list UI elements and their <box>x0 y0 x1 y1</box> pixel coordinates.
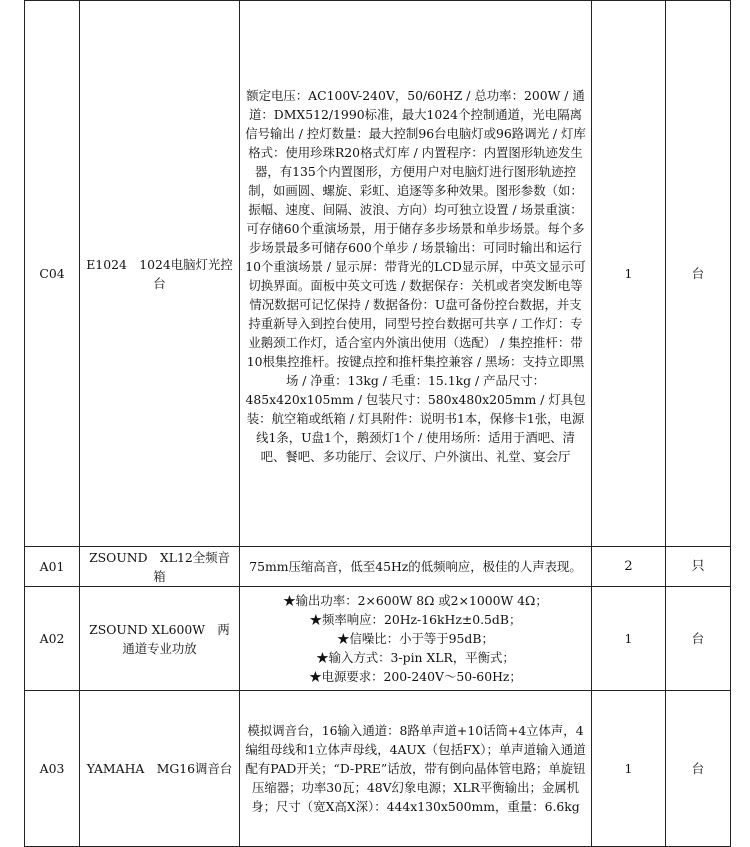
spec-line: ★信噪比：小于等于95dB； <box>337 631 494 646</box>
table-row <box>25 691 731 847</box>
table-row <box>25 547 731 587</box>
item-description: 模拟调音台，16输入通道：8路单声道+10话筒+4立体声，4编组母线和1立体声母线，4AUX（包括FX）；单声道输入通道配有PAD开关；“D-PRE”话放，带有倒向晶体管电路；单旋钮压缩器；功率30瓦；48V幻象电源；XLR平衡输出；金属机身；尺寸（宽X高X深）：444x130x500mm，重量：6.6kg <box>240 691 592 847</box>
item-quantity: 1 <box>592 691 666 847</box>
item-quantity: 1 <box>592 1 666 547</box>
equipment-table <box>24 0 731 847</box>
table-row <box>25 587 731 691</box>
item-unit: 台 <box>666 587 731 691</box>
item-code: C04 <box>25 1 80 547</box>
item-name: ZSOUND XL12全频音箱 <box>80 547 240 587</box>
spec-line: ★输入方式：3-pin XLR，平衡式； <box>316 650 515 665</box>
table-row <box>25 1 731 547</box>
item-unit: 台 <box>666 691 731 847</box>
item-description <box>240 1 592 547</box>
item-quantity: 1 <box>592 587 666 691</box>
item-name: YAMAHA MG16调音台 <box>80 691 240 847</box>
spec-line: ★输出功率：2×600W 8Ω 或2×1000W 4Ω； <box>283 593 548 608</box>
item-name: ZSOUND XL600W 两通道专业功放 <box>80 587 240 691</box>
item-description <box>240 587 592 691</box>
item-unit: 只 <box>666 547 731 587</box>
item-code: A01 <box>25 547 80 587</box>
item-name: E1024 1024电脑灯光控台 <box>80 1 240 547</box>
spec-line: ★电源要求：200-240V～50-60Hz； <box>309 669 522 684</box>
spec-line: ★频率响应：20Hz-16kHz±0.5dB； <box>309 612 522 627</box>
item-quantity: 2 <box>592 547 666 587</box>
item-code: A02 <box>25 587 80 691</box>
item-description: 75mm压缩高音，低至45Hz的低频响应，极佳的人声表现。 <box>240 547 592 587</box>
item-description-text: 额定电压：AC100V-240V，50/60HZ / 总功率：200W / 通道：DMX512/1990标准，最大1024个控制通道，光电隔离信号输出 / 控灯数量：最大控制96台电脑灯或96路调光 / 灯库格式：使用珍珠R20格式灯库 / 内置程序：内置图形轨迹发生器，有135个内置图形，方便用户对电脑灯进行图形轨迹控制，如画圆、螺旋、彩虹、追逐等多种效果。图形参数（如：振幅、速度、间隔、波浪、方向）均可独立设置 / 场景重演：可存储60个重演场景，用于储存多步场景和单步场景。每个多步场景最多可储存600个单步 / 场景输出：可同时输出和运行10个重演场景 / 显示屏：带背光的LCD显示屏，中英文显示可切换界面。面板中英文可选 / 数据保存：关机或者突发断电等情况数据可记忆保持 / 数据备份：U盘可备份控台数据，并支持重新导入到控台使用，同型号控台数据可共享 / 工作灯：专业鹅颈工作灯，适合室内外演出使用（选配） / 集控推杆：带10根集控推杆。按键点控和推杆集控兼容 / 黑场：支持立即黑场 / 净重：13kg / 毛重：15.1kg / 产品尺寸：485x420x105mm / 包装尺寸：580x480x205mm / 灯具包装：航空箱或纸箱 / 灯具附件：说明书1本，保修卡1张，电源线1条，U盘1个，鹅颈灯1个 / 使用场所：适用于酒吧、清吧、餐吧、多功能厅、会议厅、户外演出、礼堂、宴会厅 <box>245 87 586 464</box>
item-unit: 台 <box>666 1 731 547</box>
item-code: A03 <box>25 691 80 847</box>
